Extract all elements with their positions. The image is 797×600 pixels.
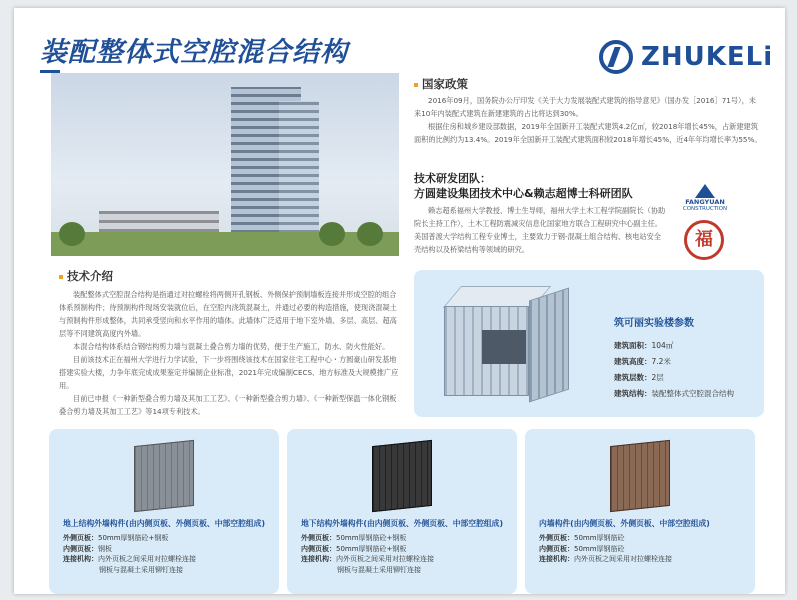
card-value: 钢板与混凝土采用铆钉连接 (337, 565, 421, 574)
card-value: 50mm厚钢筋砼 (574, 544, 625, 553)
tree-icon (319, 222, 345, 246)
fangyuan-name: FANGYUAN (685, 198, 725, 206)
building-params-panel (414, 270, 764, 417)
card-label: 连接机构： (301, 555, 336, 563)
tech-paragraph: 目前该技术正在福州大学进行力学试验，下一步将围绕该技术在国家住宅工程中心・方圆豪山研发基地搭建实验大楼，力争年底完成成果鉴定并编制企业标准，2021年完成编制CECS、地方标准及大规模推广应用。 (59, 355, 399, 390)
card-body (539, 533, 672, 565)
card-value: 50mm厚钢筋砼+钢板 (336, 534, 407, 542)
zhukeli-logo-icon (599, 40, 633, 74)
param-key: 建筑结构： (614, 389, 652, 398)
tech-text (59, 288, 401, 418)
card-value: 内外页板之间采用对拉螺栓连接 (98, 555, 196, 563)
brochure-page (14, 8, 785, 594)
wall-panel-image (134, 440, 194, 512)
card-value: 钢板 (98, 544, 112, 553)
model-opening (482, 330, 526, 364)
param-value: 104㎡ (651, 341, 674, 350)
tech-paragraph: 本混合结构体系结合钢结构剪力墙与混凝土叠合剪力墙的优势，便于生产施工，防水、防火性能好。 (73, 342, 390, 351)
card-value: 50mm厚钢筋砼 (574, 534, 625, 542)
param-row (614, 354, 734, 370)
card-title: 地上结构外墙构件(由内侧页板、外侧页板、中部空腔组成) (63, 519, 266, 528)
card-value: 内外页板之间采用对拉螺栓连接 (336, 555, 434, 563)
policy-paragraph: 2016年09月，国务院办公厅印发《关于大力发展装配式建筑的指导意见》（国办发［2016］71号），未来10年内装配式建筑在新建建筑的占比将达到30%。 (414, 96, 756, 118)
tree-icon (357, 222, 383, 246)
card-row (301, 533, 434, 544)
card-label: 外侧页板： (539, 534, 574, 542)
card-value: 钢板与混凝土采用铆钉连接 (99, 565, 183, 574)
card-row (301, 554, 434, 565)
model-side-face (529, 288, 569, 403)
fangyuan-logo (676, 184, 734, 212)
card-value: 内外页板之间采用对拉螺栓连接 (574, 555, 672, 563)
params-list (614, 338, 734, 402)
card-title: 地下结构外墙构件(由内侧页板、外侧页板、中部空腔组成) (301, 519, 504, 528)
param-row (614, 370, 734, 386)
logo-text: ZHUKELi (641, 42, 774, 72)
card-value: 50mm厚钢筋砼+钢板 (98, 534, 169, 542)
param-row (614, 386, 734, 402)
card-row (301, 565, 434, 576)
card-label: 外侧页板： (63, 534, 98, 542)
card-row (539, 554, 672, 565)
policy-paragraph: 根据住房和城乡建设部数据，2019年全国新开工装配式建筑4.2亿㎡，较2018年增长45%，占新建建筑面积的比例约为13.4%。2019年全国新开工装配式建筑面积较2018年增长45%，近4年年均增长率为55%。 (414, 122, 762, 144)
card-row (63, 565, 196, 576)
fangyuan-sub: CONSTRUCTION (682, 206, 728, 212)
card-label: 连接机构： (63, 555, 98, 563)
card-row (539, 544, 672, 555)
ground-lawn (51, 232, 399, 256)
card-row (539, 533, 672, 544)
card-value: 50mm厚钢筋砼+钢板 (336, 544, 407, 553)
policy-text (414, 94, 762, 146)
team-name: 方圆建设集团技术中心&赖志超博士科研团队 (414, 187, 633, 200)
component-card-above-ground (49, 429, 279, 594)
team-text (414, 204, 668, 256)
tech-heading: 技术介绍 (59, 268, 113, 284)
card-row (301, 544, 434, 555)
card-row (63, 554, 196, 565)
card-label: 内侧页板： (63, 544, 98, 553)
param-value: 装配整体式空腔混合结构 (651, 389, 734, 398)
tech-paragraph: 目前已申报《一种新型叠合剪力墙及其加工工艺》、《一种新型叠合剪力墙》、《一种新型保温一体化钢板叠合剪力墙及其加工工艺》等14项专利技术。 (59, 394, 397, 416)
param-value: 7.2米 (651, 357, 671, 366)
card-label: 外侧页板： (301, 534, 336, 542)
page-title: 装配整体式空腔混合结构 (40, 37, 348, 68)
building-model-image (434, 284, 574, 404)
param-value: 2层 (651, 373, 664, 382)
card-row (63, 533, 196, 544)
card-title: 内墙构件(由内侧页板、外侧页板、中部空腔组成) (539, 519, 710, 528)
wall-panel-image (372, 440, 432, 512)
param-key: 建筑面积： (614, 341, 652, 350)
building-photo (51, 73, 399, 256)
policy-heading: 国家政策 (414, 76, 468, 92)
param-row (614, 338, 734, 354)
team-heading: 技术研发团队： (414, 172, 491, 185)
card-body (301, 533, 434, 575)
team-paragraph: 赖志超系福州大学教授、博士生导师，福州大学土木工程学院副院长（协助院长主持工作），土木工程防震减灾信息化国家地方联合工程研究中心副主任。美国普渡大学结构工程专业博士，主要致力于钢-混凝土组合结构、核电站安全壳结构以及桥梁结构等领域的研究。 (414, 206, 666, 254)
fu-seal-icon: 福 (684, 220, 724, 260)
card-label: 内侧页板： (301, 544, 336, 553)
card-row (63, 544, 196, 555)
tech-paragraph: 装配整体式空腔混合结构是指通过对拉螺栓将两侧开孔钢板、外侧保护预制墙板连接并形成空腔的组合体系预制构件；待预制构件现场安装就位后，在空腔内浇筑混凝土，并通过必要的构造措施，使现浇混凝土与预制构件形成整体，共同承受竖向和水平作用的墙体。此墙体广泛适用于地下室外墙、多层、高层、超高层等不同建筑高度内外墙。 (59, 290, 397, 338)
tree-icon (59, 222, 85, 246)
component-card-underground (287, 429, 517, 594)
card-label: 连接机构： (539, 555, 574, 563)
param-key: 建筑层数： (614, 373, 652, 382)
fangyuan-logo-icon (695, 184, 715, 198)
param-key: 建筑高度： (614, 357, 652, 366)
card-body (63, 533, 196, 575)
wall-panel-image (610, 440, 670, 512)
card-label: 内侧页板： (539, 544, 574, 553)
params-heading: 筑可丽实验楼参数 (614, 318, 694, 329)
zhukeli-logo (599, 40, 773, 74)
component-card-interior (525, 429, 755, 594)
